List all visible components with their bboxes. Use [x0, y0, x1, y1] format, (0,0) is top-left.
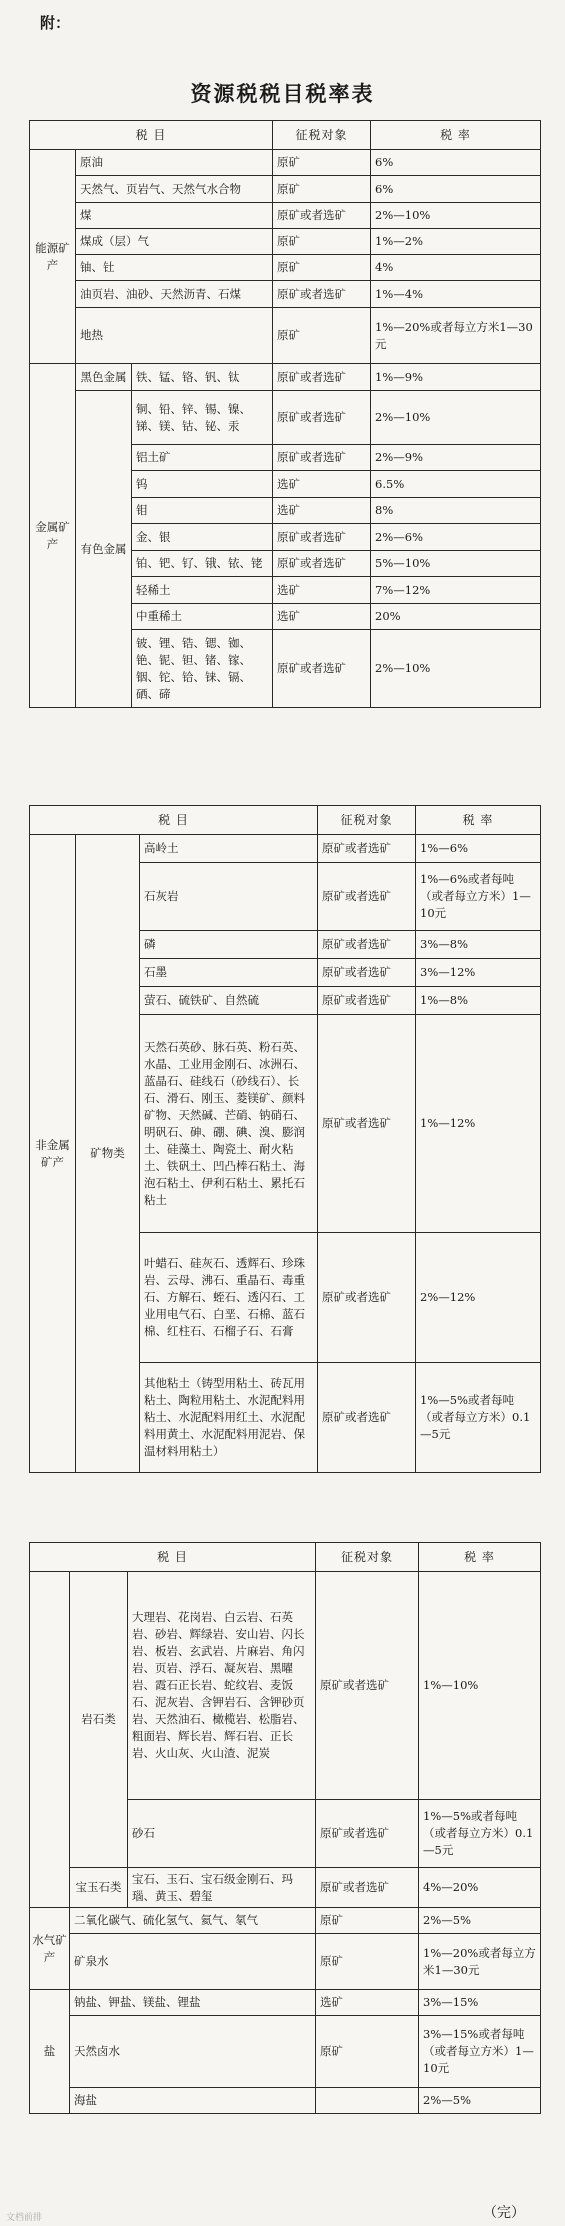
- row-item: 钼: [132, 498, 273, 524]
- category-energy: 能源矿产: [30, 150, 76, 364]
- header-object: 征税对象: [273, 121, 371, 150]
- header-item: 税 目: [30, 806, 318, 835]
- row-item: 石墨: [140, 959, 318, 987]
- header-rate: 税 率: [416, 806, 541, 835]
- row-rate: 1%—10%: [419, 1572, 541, 1800]
- header-object: 征税对象: [316, 1543, 419, 1572]
- row-object: 原矿: [316, 2016, 419, 2088]
- row-rate: 1%—6%: [416, 835, 541, 863]
- row-object: 原矿: [316, 1934, 419, 1990]
- row-rate: 3%—15%: [419, 1990, 541, 2016]
- row-rate: 1%—8%: [416, 987, 541, 1015]
- row-rate: 6%: [371, 176, 541, 203]
- row-rate: 4%: [371, 255, 541, 281]
- watermark: 文档前排: [6, 2213, 43, 2223]
- row-item: 中重稀土: [132, 604, 273, 630]
- row-rate: 2%—10%: [371, 203, 541, 229]
- row-object: 原矿: [273, 229, 371, 255]
- row-item: 砂石: [128, 1800, 316, 1868]
- row-object: 原矿或者选矿: [316, 1868, 419, 1908]
- category-nonmetal: 非金属矿产: [30, 835, 76, 1473]
- row-item: 铜、铅、锌、锡、镍、锑、镁、钴、铋、汞: [132, 391, 273, 445]
- row-rate: 6.5%: [371, 471, 541, 498]
- row-object: 原矿: [273, 176, 371, 203]
- row-rate: 1%—20%或者每立方米1—30元: [419, 1934, 541, 1990]
- row-object: [316, 2088, 419, 2114]
- row-rate: 2%—5%: [419, 1908, 541, 1934]
- subcategory-nonferrous: 有色金属: [76, 391, 132, 708]
- category-salt: 盐: [30, 1990, 70, 2114]
- row-rate: 3%—8%: [416, 931, 541, 959]
- row-item: 天然卤水: [70, 2016, 316, 2088]
- row-rate: 2%—6%: [371, 524, 541, 551]
- row-object: 原矿或者选矿: [273, 524, 371, 551]
- page-title: 资源税税目税率表: [190, 82, 375, 106]
- tax-table-2: [29, 805, 541, 1473]
- row-item: 高岭土: [140, 835, 318, 863]
- row-object: 原矿或者选矿: [316, 1800, 419, 1868]
- row-object: 原矿或者选矿: [316, 1572, 419, 1800]
- row-object: 原矿或者选矿: [318, 1015, 416, 1233]
- row-object: 原矿或者选矿: [318, 931, 416, 959]
- row-rate: 2%—12%: [416, 1233, 541, 1363]
- row-rate: 8%: [371, 498, 541, 524]
- row-item: 钠盐、钾盐、镁盐、锂盐: [70, 1990, 316, 2016]
- row-item: 磷: [140, 931, 318, 959]
- row-object: 原矿: [273, 255, 371, 281]
- row-object: 原矿或者选矿: [318, 1363, 416, 1473]
- row-item: 矿泉水: [70, 1934, 316, 1990]
- row-object: 原矿或者选矿: [273, 630, 371, 708]
- row-rate: 3%—12%: [416, 959, 541, 987]
- row-object: 选矿: [273, 604, 371, 630]
- row-rate: 20%: [371, 604, 541, 630]
- row-item: 金、银: [132, 524, 273, 551]
- row-object: 原矿或者选矿: [318, 1233, 416, 1363]
- row-item: 石灰岩: [140, 863, 318, 931]
- row-rate: 1%—2%: [371, 229, 541, 255]
- row-object: 选矿: [273, 577, 371, 604]
- header-object: 征税对象: [318, 806, 416, 835]
- row-rate: 1%—5%或者每吨（或者每立方米）0.1—5元: [419, 1800, 541, 1868]
- row-rate: 2%—10%: [371, 630, 541, 708]
- row-item: 钨: [132, 471, 273, 498]
- row-rate: 1%—9%: [371, 364, 541, 391]
- row-object: 原矿或者选矿: [273, 391, 371, 445]
- row-object: 原矿或者选矿: [273, 445, 371, 471]
- header-rate: 税 率: [419, 1543, 541, 1572]
- row-item: 海盐: [70, 2088, 316, 2114]
- tax-table-3: [29, 1542, 541, 2114]
- row-item: 煤成（层）气: [76, 229, 273, 255]
- row-object: 原矿: [273, 308, 371, 364]
- category-water-gas: 水气矿产: [30, 1908, 70, 1990]
- row-object: 选矿: [273, 471, 371, 498]
- header-item: 税 目: [30, 1543, 316, 1572]
- row-item: 铁、锰、铬、钒、钛: [132, 364, 273, 391]
- row-rate: 4%—20%: [419, 1868, 541, 1908]
- row-item: 铂、钯、钌、锇、铱、铑: [132, 551, 273, 577]
- row-item: 叶蜡石、硅灰石、透辉石、珍珠岩、云母、沸石、重晶石、毒重石、方解石、蛭石、透闪石、工业用电气石、白垩、石棉、蓝石棉、红柱石、石榴子石、石膏: [140, 1233, 318, 1363]
- row-object: 选矿: [273, 498, 371, 524]
- row-rate: 1%—5%或者每吨（或者每立方米）0.1—5元: [416, 1363, 541, 1473]
- row-object: 原矿或者选矿: [273, 281, 371, 308]
- row-rate: 1%—6%或者每吨（或者每立方米）1—10元: [416, 863, 541, 931]
- row-item: 天然石英砂、脉石英、粉石英、水晶、工业用金刚石、冰洲石、蓝晶石、硅线石（砂线石）、长石、滑石、刚玉、菱镁矿、颜料矿物、天然碱、芒硝、钠硝石、明矾石、砷、硼、碘、溴、膨润土、硅藻土、陶瓷土、耐火粘土、铁矾土、凹凸棒石粘土、海泡石粘土、伊利石粘土、累托石粘土: [140, 1015, 318, 1233]
- row-object: 原矿: [316, 1908, 419, 1934]
- row-item: 油页岩、油砂、天然沥青、石煤: [76, 281, 273, 308]
- row-rate: 6%: [371, 150, 541, 176]
- row-object: 原矿或者选矿: [273, 364, 371, 391]
- row-object: 原矿或者选矿: [318, 987, 416, 1015]
- subcategory-gem: 宝玉石类: [70, 1868, 128, 1908]
- row-object: 原矿: [273, 150, 371, 176]
- row-rate: 2%—9%: [371, 445, 541, 471]
- category-blank: [30, 1572, 70, 1908]
- row-item: 天然气、页岩气、天然气水合物: [76, 176, 273, 203]
- subcategory-mineral: 矿物类: [76, 835, 140, 1473]
- tax-table-1: [29, 120, 541, 708]
- row-item: 大理岩、花岗岩、白云岩、石英岩、砂岩、辉绿岩、安山岩、闪长岩、板岩、玄武岩、片麻岩、角闪岩、页岩、浮石、凝灰岩、黑曜岩、霞石正长岩、蛇纹岩、麦饭石、泥灰岩、含钾岩石、含钾砂页岩、天然油石、橄榄岩、松脂岩、粗面岩、辉长岩、辉石岩、正长岩、火山灰、火山渣、泥炭: [128, 1572, 316, 1800]
- header-item: 税 目: [30, 121, 273, 150]
- row-item: 煤: [76, 203, 273, 229]
- category-metal: 金属矿产: [30, 364, 76, 708]
- row-object: 原矿或者选矿: [273, 203, 371, 229]
- header-rate: 税 率: [371, 121, 541, 150]
- row-rate: 1%—12%: [416, 1015, 541, 1233]
- attachment-label: 附：: [40, 14, 71, 32]
- row-object: 原矿或者选矿: [318, 959, 416, 987]
- row-object: 原矿或者选矿: [318, 835, 416, 863]
- row-item: 原油: [76, 150, 273, 176]
- row-object: 选矿: [316, 1990, 419, 2016]
- row-rate: 2%—5%: [419, 2088, 541, 2114]
- row-rate: 1%—4%: [371, 281, 541, 308]
- subcategory-ferrous: 黑色金属: [76, 364, 132, 391]
- row-item: 其他粘土（铸型用粘土、砖瓦用粘土、陶粒用粘土、水泥配料用粘土、水泥配料用红土、水泥配料用黄土、水泥配料用泥岩、保温材料用粘土）: [140, 1363, 318, 1473]
- row-item: 二氧化碳气、硫化氢气、氦气、氡气: [70, 1908, 316, 1934]
- row-item: 宝石、玉石、宝石级金刚石、玛瑙、黄玉、碧玺: [128, 1868, 316, 1908]
- row-item: 铀、钍: [76, 255, 273, 281]
- row-rate: 7%—12%: [371, 577, 541, 604]
- row-item: 萤石、硫铁矿、自然硫: [140, 987, 318, 1015]
- row-rate: 3%—15%或者每吨（或者每立方米）1—10元: [419, 2016, 541, 2088]
- end-mark: （完）: [483, 2205, 525, 2221]
- row-item: 地热: [76, 308, 273, 364]
- row-rate: 5%—10%: [371, 551, 541, 577]
- row-object: 原矿或者选矿: [318, 863, 416, 931]
- row-item: 铍、锂、锆、锶、铷、铯、铌、钽、锗、镓、铟、铊、铪、铼、镉、硒、碲: [132, 630, 273, 708]
- row-rate: 1%—20%或者每立方米1—30元: [371, 308, 541, 364]
- row-rate: 2%—10%: [371, 391, 541, 445]
- row-item: 铝土矿: [132, 445, 273, 471]
- row-item: 轻稀土: [132, 577, 273, 604]
- row-object: 原矿或者选矿: [273, 551, 371, 577]
- subcategory-rock: 岩石类: [70, 1572, 128, 1868]
